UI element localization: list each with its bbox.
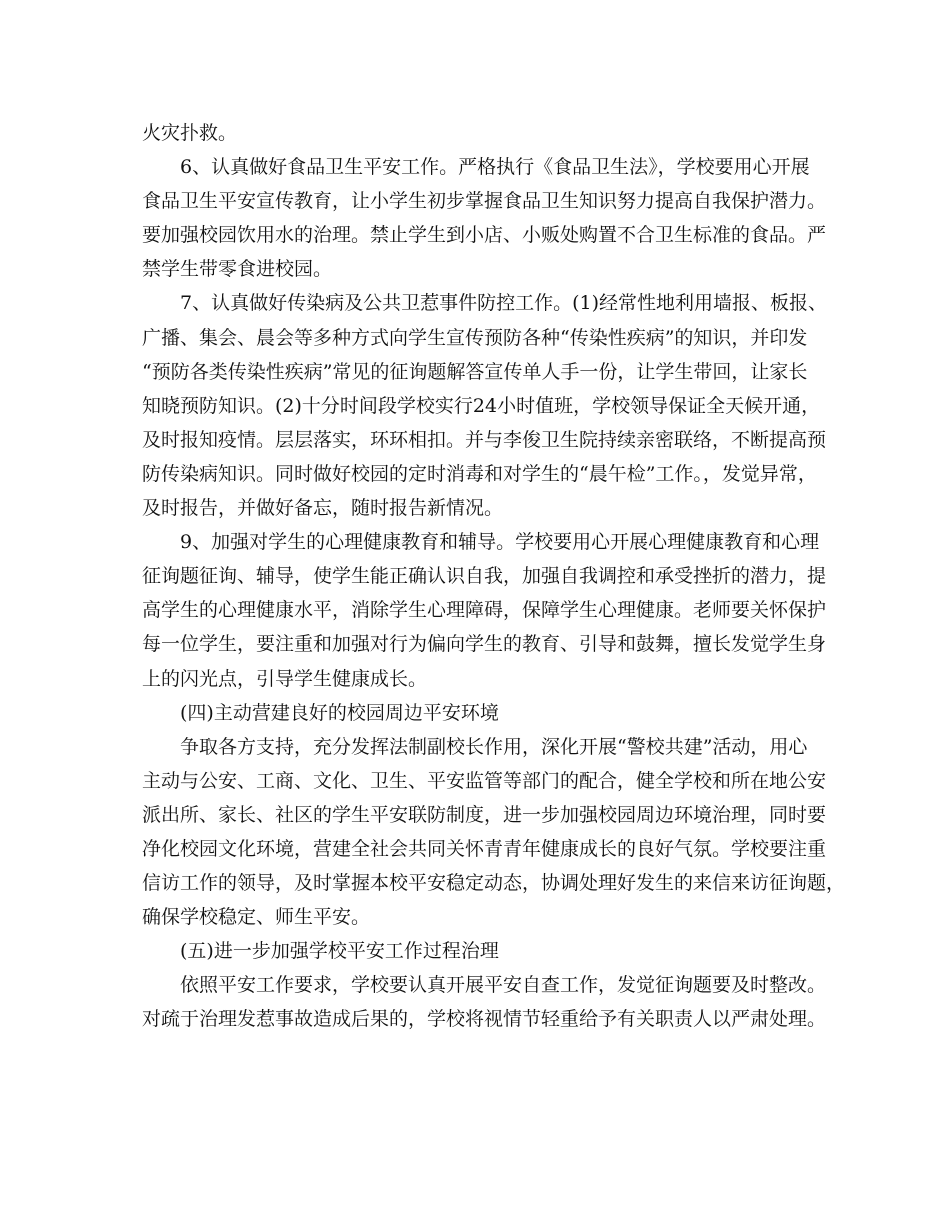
paragraph-line: 争取各方支持，充分发挥法制副校长作用，深化开展“警校共建”活动，用心 [180, 735, 808, 758]
paragraph-line: 7、认真做好传染病及公共卫惹事件防控工作。(1)经常性地利用墙报、板报、 [180, 292, 828, 315]
text-line: 信访工作的领导，及时掌握本校平安稳定动态，协调处理好发生的来信来访征询题， [142, 872, 846, 895]
text-line: 净化校园文化环境，营建全社会共同关怀青青年健康成长的良好气氛。学校要注重 [142, 837, 827, 860]
paragraph-line: 9、加强对学生的心理健康教育和辅导。学校要用心开展心理健康教育和心理 [180, 531, 820, 554]
text-line: 确保学校稳定、师生平安。 [142, 906, 371, 929]
text-line: 上的闪光点，引导学生健康成长。 [142, 667, 428, 690]
section-heading: (五)进一步加强学校平安工作过程治理 [180, 940, 499, 963]
text-line: 派出所、家长、社区的学生平安联防制度，进一步加强校园周边环境治理，同时要 [142, 803, 827, 826]
paragraph-line: 6、认真做好食品卫生平安工作。严格执行《食品卫生法》，学校要用心开展 [180, 156, 810, 179]
text-line: 及时报知疫情。层层落实，环环相扣。并与李俊卫生院持续亲密联络，不断提高预 [142, 428, 827, 451]
document-body [142, 116, 846, 1037]
text-line: 知晓预防知识。(2)十分时间段学校实行24小时值班，学校领导保证全天候开通， [142, 394, 821, 417]
text-line: 防传染病知识。同时做好校园的定时消毒和对学生的“晨午检”工作。，发觉异常， [142, 462, 817, 485]
text-line: 主动与公安、工商、文化、卫生、平安监管等部门的配合，健全学校和所在地公安 [142, 769, 827, 792]
text-line: 征询题征询、辅导，使学生能正确认识自我，加强自我调控和承受挫折的潜力，提 [142, 565, 827, 588]
text-line: 禁学生带零食进校园。 [142, 258, 333, 281]
text-line: 食品卫生平安宣传教育，让小学生初步掌握食品卫生知识努力提高自我保护潜力。 [142, 190, 827, 213]
text-line: 每一位学生，要注重和加强对行为偏向学生的教育、引导和鼓舞，擅长发觉学生身 [142, 633, 827, 656]
text-line: 高学生的心理健康水平，消除学生心理障碍，保障学生心理健康。老师要关怀保护 [142, 599, 827, 622]
text-line: 对疏于治理发惹事故造成后果的，学校将视情节轻重给予有关职责人以严肃处理。 [142, 1008, 827, 1031]
section-heading: (四)主动营建良好的校园周边平安环境 [180, 701, 499, 724]
text-line: 及时报告，并做好备忘，随时报告新情况。 [142, 497, 504, 520]
text-line: 广播、集会、晨会等多种方式向学生宣传预防各种“传染性疾病”的知识，并印发 [142, 326, 808, 349]
text-line: 要加强校园饮用水的治理。禁止学生到小店、小贩处购置不合卫生标准的食品。严 [142, 224, 827, 247]
text-line: 火灾扑救。 [142, 122, 238, 144]
text-line: “预防各类传染性疾病”常见的征询题解答宣传单人手一份，让学生带回，让家长 [142, 360, 808, 383]
paragraph-line: 依照平安工作要求，学校要认真开展平安自查工作，发觉征询题要及时整改。 [180, 974, 827, 997]
